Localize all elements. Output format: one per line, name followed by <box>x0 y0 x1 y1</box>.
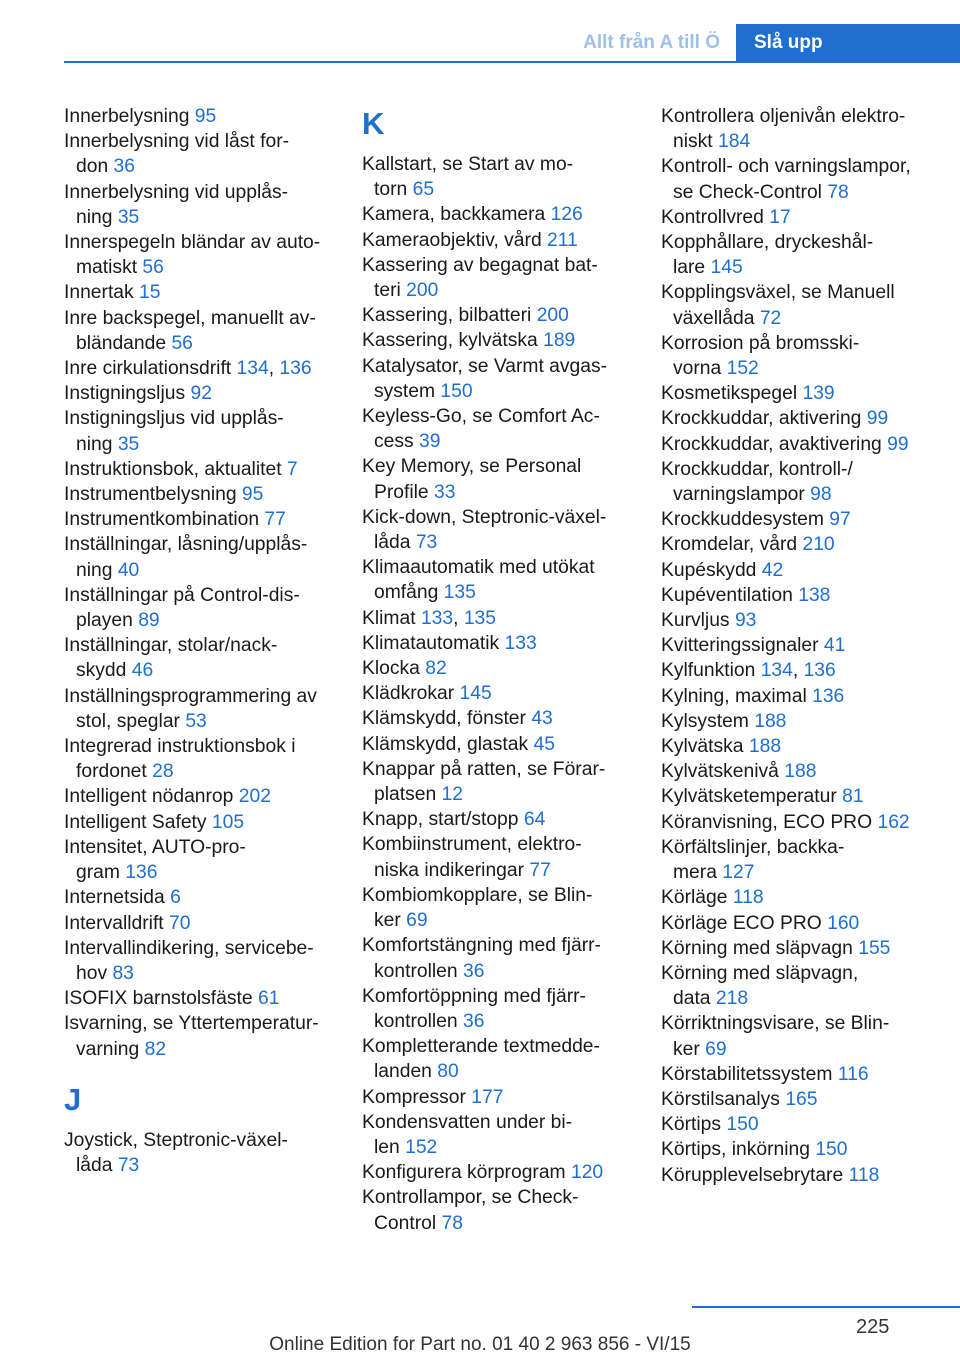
index-entry <box>64 532 336 582</box>
tab-look-up[interactable]: Slå upp <box>736 24 960 62</box>
index-term: Intelligent nödanrop <box>64 786 239 808</box>
index-entry <box>64 129 336 179</box>
index-term: Katalysator, se Varmt avgas- system <box>362 355 608 402</box>
index-entry <box>362 757 634 807</box>
page-link[interactable]: 152 <box>726 358 759 380</box>
page-link[interactable]: 116 <box>837 1063 869 1085</box>
index-entry <box>661 583 933 608</box>
index-entry <box>362 732 634 757</box>
page-link[interactable]: 134 <box>236 358 269 380</box>
page-link[interactable]: 105 <box>211 811 245 833</box>
footer-rule <box>692 1306 960 1308</box>
page-link[interactable]: 36 <box>462 960 485 982</box>
index-entry <box>64 230 336 280</box>
page-link[interactable]: 189 <box>543 330 576 352</box>
page-link[interactable]: 134 <box>760 660 793 682</box>
page-link[interactable]: 136 <box>812 685 845 707</box>
index-term: Körupplevelsebrytare <box>661 1164 849 1186</box>
index-entry <box>362 984 634 1034</box>
index-entry <box>64 885 336 910</box>
page-link[interactable]: 40 <box>117 559 140 581</box>
page-link[interactable]: 200 <box>536 305 569 327</box>
page-link[interactable]: 45 <box>533 733 555 755</box>
index-entry <box>661 331 933 381</box>
index-entry <box>64 835 336 885</box>
page-link[interactable]: 160 <box>827 912 860 934</box>
page-link[interactable]: 17 <box>769 206 791 228</box>
index-entry <box>661 280 933 330</box>
index-term: Komfortstängning med fjärr- kontrollen <box>362 935 601 982</box>
index-term: Kontrollampor, se Check- Control <box>362 1187 579 1234</box>
header-tabs <box>567 24 960 62</box>
page-link[interactable]: 188 <box>754 710 787 732</box>
page-link[interactable]: 211 <box>547 229 578 251</box>
page-link[interactable]: 184 <box>718 131 751 153</box>
index-entry <box>362 1085 634 1110</box>
index-term: Kopphållare, dryckeshål- lare <box>661 232 874 279</box>
page-link[interactable]: 98 <box>810 484 832 506</box>
index-term: Instrumentbelysning <box>64 484 242 506</box>
index-entry <box>64 482 336 507</box>
index-entry <box>661 205 933 230</box>
index-term: Körning med släpvagn, data <box>661 962 859 1010</box>
page-link[interactable]: 65 <box>412 179 435 201</box>
page-link[interactable]: 15 <box>139 282 161 304</box>
page-link[interactable]: 33 <box>434 481 456 503</box>
index-term: Kopplingsväxel, se Manuell växellåda <box>661 282 895 329</box>
index-entry <box>661 1087 933 1112</box>
index-term: Kontrollvred <box>661 206 770 228</box>
index-term: Körriktningsvisare, se Blin- ker <box>661 1013 890 1060</box>
index-term: Kylsystem <box>661 710 755 732</box>
index-term: Keyless-Go, se Comfort Ac- cess <box>362 406 600 453</box>
index-entry <box>661 507 933 532</box>
index-term: Kondensvatten under bi- len <box>362 1111 573 1158</box>
index-entry <box>362 253 634 303</box>
page-link[interactable]: 135 <box>443 582 476 604</box>
index-entry <box>661 230 933 280</box>
page-link[interactable]: 41 <box>823 635 846 657</box>
page-link[interactable]: 35 <box>117 206 140 228</box>
index-term: Instrumentkombination <box>64 509 265 531</box>
index-term: Kompletterande textmedde- landen <box>362 1036 600 1083</box>
index-entry <box>661 381 933 406</box>
index-entry <box>64 104 336 129</box>
page-link[interactable]: 202 <box>238 786 271 808</box>
page-link[interactable]: 83 <box>112 962 134 984</box>
index-entry <box>64 936 336 986</box>
index-entry <box>661 911 933 936</box>
page-link[interactable]: 155 <box>858 937 891 959</box>
index-term: Key Memory, se Personal Profile <box>362 456 582 503</box>
index-term: Knappar på ratten, se Förar- platsen <box>362 758 606 806</box>
index-entry <box>661 759 933 784</box>
index-entry <box>661 457 933 507</box>
index-letter-heading: K <box>362 106 385 141</box>
page-link[interactable]: 126 <box>550 204 583 226</box>
page-link[interactable]: 99 <box>866 408 889 430</box>
index-entry <box>661 104 933 154</box>
index-term: Köranvisning, ECO PRO <box>661 811 878 833</box>
page-link[interactable]: 82 <box>144 1038 167 1060</box>
index-term: Intervalldrift <box>64 912 170 934</box>
index-entry <box>661 1137 933 1162</box>
index-entry <box>64 633 336 683</box>
page-link[interactable]: 61 <box>257 988 280 1010</box>
page-link[interactable]: 139 <box>802 383 835 405</box>
index-entry <box>362 631 634 656</box>
index-entry <box>362 706 634 731</box>
index-term: Körstabilitetssystem <box>661 1063 838 1085</box>
index-term: Körfältslinjer, backka- mera <box>661 836 845 884</box>
index-term: Kassering, bilbatteri <box>362 305 537 327</box>
tab-section-a-to-o[interactable]: Allt från A till Ö <box>567 24 736 62</box>
index-term: Intelligent Safety <box>64 811 212 833</box>
index-term: ISOFIX barnstolsfäste <box>64 988 258 1010</box>
page-link[interactable]: 218 <box>715 988 749 1010</box>
index-term: Klämskydd, fönster <box>362 708 532 730</box>
index-term: Kvitteringssignaler <box>661 635 824 657</box>
index-term: Kylvätska <box>661 736 749 758</box>
page-link[interactable]: 43 <box>531 708 553 730</box>
page-link[interactable]: 72 <box>759 307 782 329</box>
index-entry <box>362 1160 634 1185</box>
index-entry <box>362 681 634 706</box>
page-link[interactable]: 150 <box>726 1114 759 1136</box>
page-link[interactable]: 77 <box>529 859 551 881</box>
index-term: Instruktionsbok, aktualitet <box>64 458 287 480</box>
index-entry <box>661 784 933 809</box>
page-link[interactable]: 99 <box>887 433 909 455</box>
index-entry <box>661 432 933 457</box>
index-entry <box>362 933 634 983</box>
index-entry <box>362 228 634 253</box>
index-entry <box>661 1062 933 1087</box>
index-term: Inställningsprogrammering av stol, speglar <box>64 685 317 732</box>
index-term: Knapp, start/stopp <box>362 809 524 831</box>
index-term: Kromdelar, vård <box>661 534 803 556</box>
index-term: Korrosion på bromsski- vorna <box>661 332 860 380</box>
page-link[interactable]: 127 <box>722 862 755 884</box>
index-term: Joystick, Steptronic-växel- låda <box>64 1129 288 1176</box>
index-term: Kylfunktion <box>661 660 761 682</box>
index-term: Kompressor <box>362 1086 472 1108</box>
index-term: Inställningar, låsning/upplås- ning <box>64 534 308 581</box>
page-link[interactable]: 56 <box>142 257 164 279</box>
page-link[interactable]: 133 <box>504 632 537 654</box>
page-link[interactable]: 145 <box>459 683 492 705</box>
index-term: Kameraobjektiv, vård <box>362 229 548 251</box>
page-link[interactable]: 138 <box>798 584 831 606</box>
page-link[interactable]: 210 <box>802 534 835 556</box>
page-link[interactable]: 188 <box>784 761 817 783</box>
index-entry <box>362 328 634 353</box>
index-entry <box>362 1034 634 1084</box>
index-term: Klocka <box>362 658 426 680</box>
index-entry <box>64 406 336 456</box>
index-entry <box>362 555 634 605</box>
page-link[interactable]: 92 <box>190 383 212 405</box>
index-column-1 <box>64 104 336 1178</box>
index-entry <box>362 152 634 202</box>
page-link[interactable]: 64 <box>523 809 546 831</box>
index-entry <box>64 457 336 482</box>
index-term: Körläge <box>661 887 733 909</box>
index-term: Konfigurera körprogram <box>362 1162 571 1184</box>
index-term: Kontrollera oljenivån elektro- niskt <box>661 106 906 153</box>
index-term: Komfortöppning med fjärr- kontrollen <box>362 985 586 1032</box>
page-link[interactable]: 78 <box>441 1212 463 1234</box>
index-term: Inre cirkulationsdrift <box>64 358 237 380</box>
index-entry <box>661 885 933 910</box>
page-link[interactable]: 136 <box>279 358 312 380</box>
index-entry <box>362 1110 634 1160</box>
page-link[interactable]: 77 <box>264 509 286 531</box>
index-term: Kombiinstrument, elektro- niska indikeringar <box>362 834 582 881</box>
index-term: Kylning, maximal <box>661 685 813 707</box>
page-link[interactable]: 118 <box>732 887 764 909</box>
index-entry <box>64 986 336 1011</box>
header-rule <box>64 61 960 63</box>
index-term: Körstilsanalys <box>661 1088 786 1110</box>
index-entry <box>64 911 336 936</box>
page-link[interactable]: 69 <box>406 910 428 932</box>
index-term: Kupéskydd <box>661 559 762 581</box>
index-term: Innerbelysning <box>64 106 195 127</box>
index-term: Kontroll- och varningslampor, se Check-Control <box>661 156 911 203</box>
page-link[interactable]: 78 <box>827 181 849 203</box>
page-number: 225 <box>856 1316 890 1338</box>
index-term: Kassering, kylvätska <box>362 330 544 352</box>
index-term: Klädkrokar <box>362 683 460 705</box>
index-entry <box>64 306 336 356</box>
page-link[interactable]: 136 <box>803 660 836 682</box>
index-column-2 <box>362 104 634 1236</box>
page-link[interactable]: 81 <box>842 786 864 808</box>
index-term: Kurvljus <box>661 610 735 632</box>
index-entry <box>362 454 634 504</box>
page-link[interactable]: 6 <box>170 887 181 909</box>
index-term: Inställningar, stolar/nack- skydd <box>64 635 278 682</box>
index-term: Kombiomkopplare, se Blin- ker <box>362 884 593 932</box>
index-term: Intensitet, AUTO-pro- gram <box>64 836 246 884</box>
page-link[interactable]: 46 <box>131 660 154 682</box>
page-link[interactable]: 200 <box>406 280 439 302</box>
index-entry <box>362 354 634 404</box>
page-link[interactable]: 53 <box>185 710 207 732</box>
index-entry <box>362 202 634 227</box>
page-link[interactable]: 165 <box>785 1088 818 1110</box>
page-link[interactable]: 56 <box>171 332 193 354</box>
page-link[interactable]: 12 <box>441 784 463 806</box>
index-term: Körtips <box>661 1114 727 1136</box>
index-entry <box>661 835 933 885</box>
index-entry <box>362 883 634 933</box>
index-term: Kick-down, Steptronic-växel- låda <box>362 506 607 554</box>
index-entry <box>64 180 336 230</box>
index-term: Innertak <box>64 282 140 304</box>
index-entry <box>661 684 933 709</box>
index-entry <box>362 807 634 832</box>
letter-gap <box>64 1062 336 1080</box>
index-entry <box>661 558 933 583</box>
index-entry <box>64 684 336 734</box>
index-entry <box>661 633 933 658</box>
page-link[interactable]: 162 <box>877 811 910 833</box>
index-entry <box>661 734 933 759</box>
index-term: Kallstart, se Start av mo- torn <box>362 154 574 201</box>
index-entry <box>661 961 933 1011</box>
index-term: Internetsida <box>64 887 171 909</box>
index-entry <box>661 1163 933 1188</box>
index-entry <box>661 154 933 204</box>
page-link[interactable]: 145 <box>710 257 743 279</box>
index-term: Klämskydd, glastak <box>362 733 534 755</box>
index-term: Krockkuddar, aktivering <box>661 408 867 430</box>
page-link[interactable]: 118 <box>848 1164 880 1186</box>
index-entry <box>661 406 933 431</box>
page-link[interactable]: 95 <box>194 106 217 127</box>
page-link[interactable]: 82 <box>425 658 447 680</box>
index-term: Kupéventilation <box>661 584 799 606</box>
index-entry <box>64 1128 336 1178</box>
index-entry <box>362 404 634 454</box>
index-entry <box>661 1112 933 1137</box>
page-link[interactable]: 36 <box>113 156 135 178</box>
index-term: Innerbelysning vid upplås- ning <box>64 181 289 228</box>
index-term: Innerspegeln bländar av auto- matiskt <box>64 232 321 279</box>
index-term: Isvarning, se Yttertemperatur- varning <box>64 1013 319 1060</box>
index-entry <box>64 381 336 406</box>
index-entry <box>362 656 634 681</box>
index-term: Körtips, inkörning <box>661 1139 816 1161</box>
index-column-3 <box>661 104 933 1188</box>
edition-footer: Online Edition for Part no. 01 40 2 963 856 - VI/15 <box>269 1334 691 1355</box>
page-link[interactable]: 69 <box>705 1038 727 1060</box>
index-entry <box>362 303 634 328</box>
index-entry <box>64 734 336 784</box>
page-link[interactable]: 136 <box>125 862 158 884</box>
index-term: Klimaautomatik med utökat omfång <box>362 557 595 604</box>
index-term: Instigningsljus <box>64 383 191 405</box>
page-link[interactable]: 89 <box>138 610 160 632</box>
page-link[interactable]: 133 <box>420 607 454 629</box>
page-link[interactable]: 152 <box>405 1136 438 1158</box>
index-term: Krockkuddar, kontroll-/ varningslampor <box>661 458 853 506</box>
index-entry <box>362 1185 634 1235</box>
index-term: Klimat <box>362 607 421 629</box>
index-term: Kosmetikspegel <box>661 383 803 405</box>
index-entry <box>64 784 336 809</box>
index-entry: Klimat 133, 135 <box>362 607 496 629</box>
page-link[interactable]: 120 <box>570 1162 604 1184</box>
index-entry <box>64 280 336 305</box>
index-term: Krockkuddesystem <box>661 509 830 531</box>
page-link[interactable]: 42 <box>761 559 784 581</box>
page-link[interactable]: 188 <box>748 736 782 758</box>
index-term: Kylvätskenivå <box>661 761 785 783</box>
index-entry <box>661 532 933 557</box>
page-link[interactable]: 73 <box>117 1154 140 1176</box>
index-term: Kamera, backkamera <box>362 204 551 226</box>
page-link[interactable]: 95 <box>241 484 264 506</box>
index-term: Intervallindikering, servicebe- hov <box>64 937 314 984</box>
index-entry <box>64 507 336 532</box>
index-term: Kylvätsketemperatur <box>661 786 843 808</box>
page-link[interactable]: 80 <box>437 1061 459 1083</box>
page-link[interactable]: 70 <box>169 912 191 934</box>
index-term: Klimatautomatik <box>362 632 505 654</box>
page-link[interactable]: 35 <box>117 433 140 455</box>
page-link[interactable]: 7 <box>286 458 298 480</box>
index-term: Körning med släpvagn <box>661 937 859 959</box>
index-entry <box>64 1011 336 1061</box>
page-link[interactable]: 177 <box>471 1086 504 1108</box>
page-link[interactable]: 39 <box>419 431 441 453</box>
index-entry: Inre cirkulationsdrift 134, 136 <box>64 358 312 380</box>
page-link[interactable]: 150 <box>440 380 473 402</box>
index-term: Kassering av begagnat bat- teri <box>362 254 598 302</box>
page-link[interactable]: 28 <box>152 761 174 783</box>
index-term: Inställningar på Control-dis- playen <box>64 584 300 632</box>
index-entry <box>661 709 933 734</box>
index-term: Körläge ECO PRO <box>661 912 828 934</box>
page-link[interactable]: 135 <box>463 607 496 629</box>
index-entry <box>661 936 933 961</box>
page-link[interactable]: 97 <box>829 509 851 531</box>
index-entry <box>64 583 336 633</box>
index-entry <box>362 832 634 882</box>
index-term: Integrerad instruktionsbok i fordonet <box>64 736 296 783</box>
index-entry <box>661 608 933 633</box>
index-entry <box>64 810 336 835</box>
index-term: Inre backspegel, manuellt av- bländande <box>64 307 316 354</box>
index-term: Instigningsljus vid upplås- ning <box>64 408 284 455</box>
page-link[interactable]: 93 <box>734 610 757 632</box>
index-entry <box>362 505 634 555</box>
index-term: Innerbelysning vid låst for- don <box>64 131 290 178</box>
index-entry <box>661 1011 933 1061</box>
page-link[interactable]: 73 <box>415 532 438 554</box>
page-link[interactable]: 36 <box>462 1010 485 1032</box>
index-entry <box>661 810 933 835</box>
index-term: Krockkuddar, avaktivering <box>661 433 888 455</box>
page-link[interactable]: 150 <box>815 1139 848 1161</box>
index-letter-heading: J <box>64 1081 82 1117</box>
index-entry: Kylfunktion 134, 136 <box>661 660 836 682</box>
